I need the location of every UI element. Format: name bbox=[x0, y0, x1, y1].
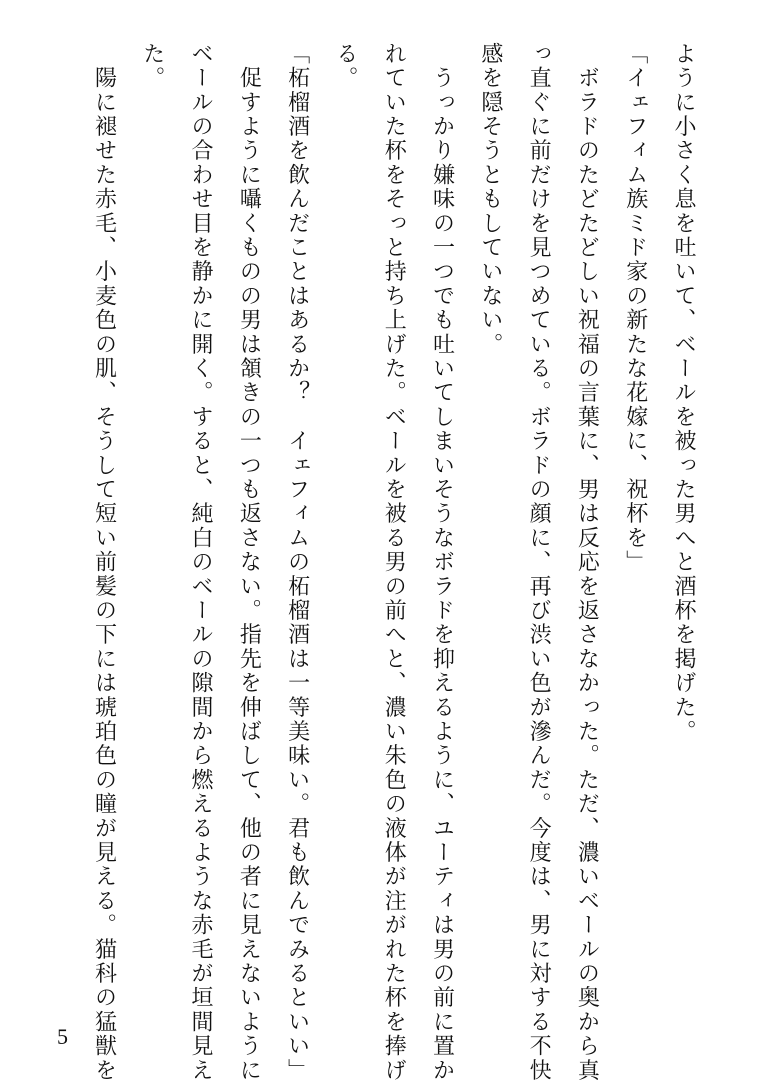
text-line: うっかり嫌味の一つでも吐いてしまいそうなボラドを抑えるように、ユーティは男の前に置か bbox=[429, 42, 455, 1083]
text-line: れていた杯をそっと持ち上げた。ベールを被る男の前へと、濃い朱色の液体が注がれた杯を捧げ bbox=[381, 42, 407, 1083]
text-line: 「柘榴酒を飲んだことはあるか？ イェフィムの柘榴酒は一等美味い。君も飲んでみるといい」 bbox=[284, 42, 310, 1083]
text-line: 促すように囁くものの男は頷きの一つも返さない。指先を伸ばして、他の者に見えないように bbox=[236, 42, 262, 1083]
text-line: 感を隠そうともしていない。 bbox=[477, 42, 503, 357]
text-line: ベールの合わせ目を静かに開く。すると、純白のベールの隙間から燃えるような赤毛が垣間見え bbox=[188, 42, 214, 1083]
vertical-text-body bbox=[79, 42, 707, 1083]
text-line: っ直ぐに前だけを見つめている。ボラドの顔に、再び渋い色が滲んだ。今度は、男に対する不快 bbox=[526, 42, 552, 1083]
text-line: ように小さく息を吐いて、ベールを被った男へと酒杯を掲げた。 bbox=[671, 42, 696, 744]
text-line: 「イェフィム族ミド家の新たな花嫁に、祝杯を」 bbox=[622, 42, 648, 575]
text-line: 陽に褪せた赤毛、小麦色の肌、そうして短い前髪の下には琥珀色の瞳が見える。猫科の猛獣を bbox=[91, 42, 117, 1083]
page-number: 5 bbox=[57, 1024, 68, 1049]
text-line: ボラドのたどたどしい祝福の言葉に、男は反応を返さなかった。ただ、濃いベールの奥から真 bbox=[574, 42, 600, 1083]
text-line: た。 bbox=[139, 42, 165, 91]
text-line: る。 bbox=[332, 42, 358, 91]
